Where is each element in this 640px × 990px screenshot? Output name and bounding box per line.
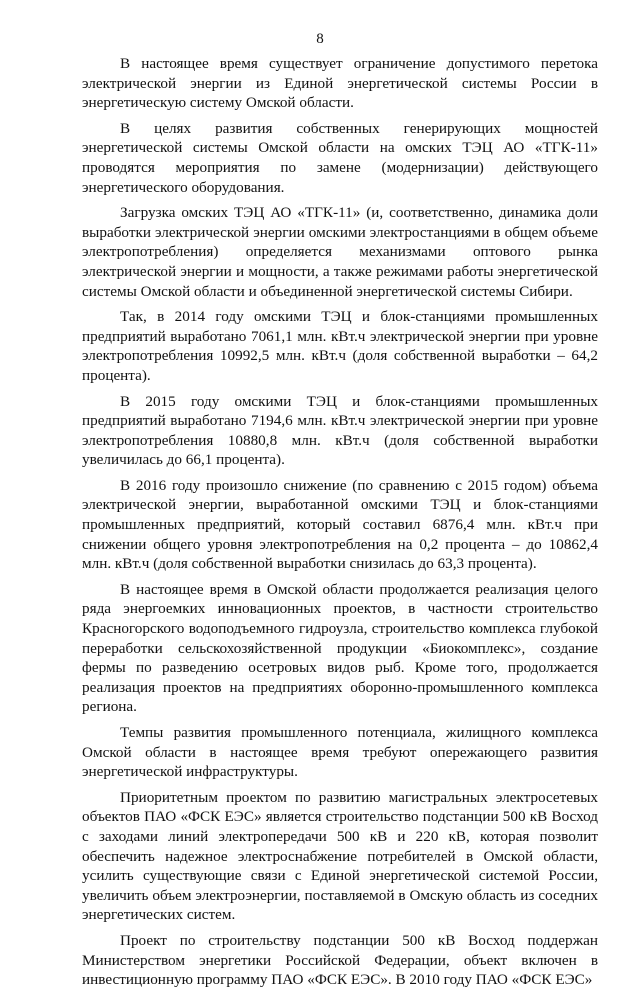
paragraph: В 2016 году произошло снижение (по сравнению с 2015 годом) объема электрической энергии, выработанной омскими ТЭЦ и блок-станциями промышленных предприятий, который составил 6876,4 млн. кВт.ч при снижении общего уровня электропотребления на 0,2 процента – до 10862,4 млн. кВт.ч (доля собственной выработки снизилась до 63,3 процента). bbox=[82, 476, 598, 573]
paragraph: Загрузка омских ТЭЦ АО «ТГК-11» (и, соответственно, динамика доли выработки электрической энергии омскими электростанциями в общем объеме электропотребления) определяется механизмами оптового рынка электрической энергии и мощности, а также режимами работы энергетической системы Омской области и объединенной энергетической системы Сибири. bbox=[82, 204, 598, 300]
paragraph: Проект по строительству подстанции 500 кВ Восход поддержан Министерством энергетики Российской Федерации, объект включен в инвестиционную программу ПАО «ФСК ЕЭС». В 2010 году ПАО «ФСК ЕЭС» bbox=[82, 931, 598, 989]
paragraph: В целях развития собственных генерирующих мощностей энергетической системы Омской области на омских ТЭЦ АО «ТГК-11» проводятся мероприятия по замене (модернизации) действующего энергетического оборудования. bbox=[82, 119, 598, 196]
paragraph: В настоящее время в Омской области продолжается реализация целого ряда энергоемких инновационных проектов, в частности строительство Красногорского водоподъемного гидроузла, строительство комплекса глубокой переработки сельскохозяйственной продукции «Биокомплекс», создание фермы по разведению осетровых видов рыб. Кроме того, продолжается реализация проектов на предприятиях оборонно-промышленного комплекса региона. bbox=[82, 580, 598, 716]
paragraph: Темпы развития промышленного потенциала, жилищного комплекса Омской области в настоящее время требуют опережающего развития энергетической инфраструктуры. bbox=[82, 724, 598, 781]
paragraph: Приоритетным проектом по развитию магистральных электросетевых объектов ПАО «ФСК ЕЭС» является строительство подстанции 500 кВ Восход с заходами линий электропередачи 500 кВ и 220 кВ, которая позволит обеспечить надежное электроснабжение потребителей в Омской области, усилить существующие связи с Единой энергетической системой России, увеличить объем электроэнергии, поставляемой в Омскую область из соседних энергетических систем. bbox=[82, 788, 598, 924]
paragraph: В настоящее время существует ограничение допустимого перетока электрической энергии из Единой энергетической системы России в энергетическую систему Омской области. bbox=[82, 55, 598, 112]
paragraph: Так, в 2014 году омскими ТЭЦ и блок-станциями промышленных предприятий выработано 7061,1 млн. кВт.ч электрической энергии при уровне электропотребления 10992,5 млн. кВт.ч (доля собственной выработки – 64,2 процента). bbox=[82, 308, 598, 384]
page-number: 8 bbox=[316, 31, 324, 47]
document-body bbox=[82, 54, 598, 990]
paragraph: В 2015 году омскими ТЭЦ и блок-станциями промышленных предприятий выработано 7194,6 млн. кВт.ч электрической энергии при уровне электропотребления 10880,8 млн. кВт.ч (доля собственной выработки увеличилась до 66,1 процента). bbox=[82, 392, 598, 469]
